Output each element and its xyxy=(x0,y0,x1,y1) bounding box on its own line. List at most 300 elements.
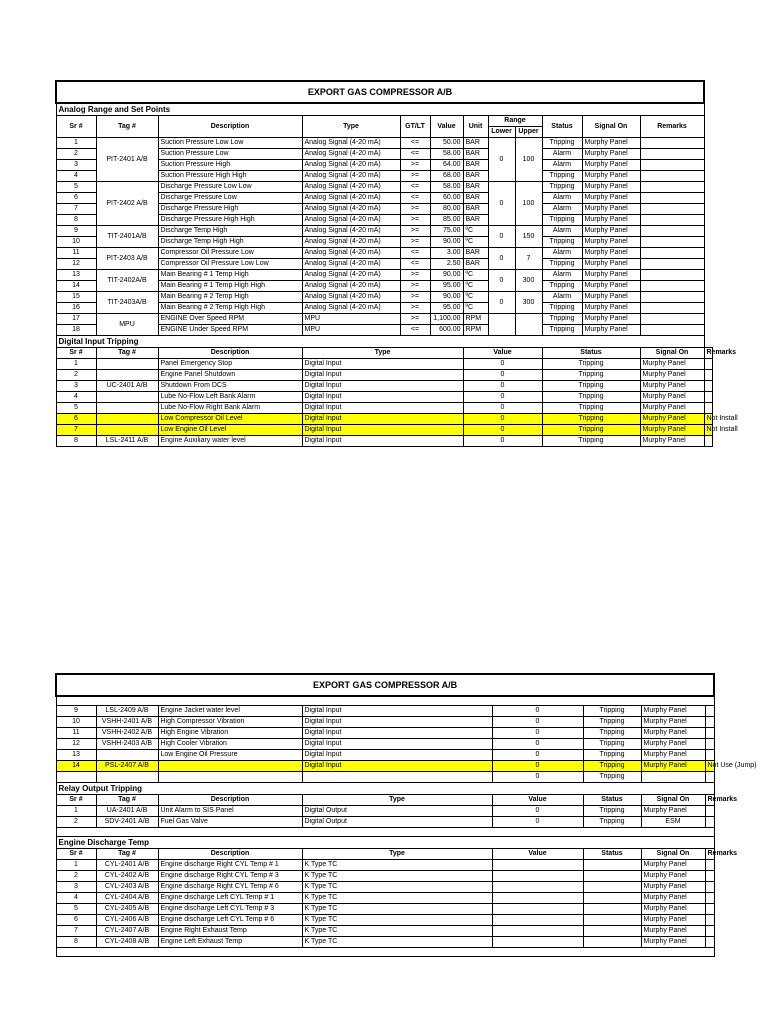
tag-cell: VSHH-2401 A/B xyxy=(96,717,158,728)
value-cell xyxy=(492,860,583,871)
description-cell xyxy=(158,772,302,783)
status-cell: Tripping xyxy=(583,761,641,772)
range-upper-cell xyxy=(515,314,542,336)
description-cell: Low Engine Oil Pressure xyxy=(158,750,302,761)
value-cell: 58.00 xyxy=(430,149,463,160)
sr-cell: 17 xyxy=(56,314,96,325)
sr-cell: 2 xyxy=(56,817,96,828)
signal-cell: Murphy Panel xyxy=(582,248,640,259)
remarks-cell xyxy=(640,138,704,149)
description-cell: Discharge Pressure High xyxy=(158,204,302,215)
tag-cell xyxy=(96,359,158,370)
status-cell xyxy=(583,871,641,882)
spacer-row xyxy=(56,696,714,706)
gtlt-cell: <= xyxy=(400,182,430,193)
value-cell: 1,100.00 xyxy=(430,314,463,325)
col-signal-on: Signal On xyxy=(582,116,640,138)
remarks-cell xyxy=(704,392,713,403)
value-cell: 58.00 xyxy=(430,182,463,193)
range-lower-cell: 0 xyxy=(488,226,515,248)
remarks-cell xyxy=(705,717,714,728)
table-row xyxy=(56,728,714,739)
description-cell: Engine discharge Right CYL Temp # 6 xyxy=(158,882,302,893)
value-cell xyxy=(492,871,583,882)
signal-cell: Murphy Panel xyxy=(582,226,640,237)
sr-cell: 15 xyxy=(56,292,96,303)
status-cell: Tripping xyxy=(542,259,582,270)
range-lower-cell: 0 xyxy=(488,182,515,226)
description-cell: Engine discharge Right CYL Temp # 1 xyxy=(158,860,302,871)
status-cell: Alarm xyxy=(542,204,582,215)
signal-cell: Murphy Panel xyxy=(640,414,704,425)
signal-cell: Murphy Panel xyxy=(641,806,705,817)
type-cell: K Type TC xyxy=(302,871,492,882)
description-cell: Fuel Gas Valve xyxy=(158,817,302,828)
table-row xyxy=(56,392,713,403)
description-cell: Main Bearing # 2 Temp High xyxy=(158,292,302,303)
type-cell: Digital Output xyxy=(302,806,492,817)
remarks-cell xyxy=(705,882,714,893)
sr-cell: 3 xyxy=(56,160,96,171)
tag-cell: VSHH-2402 A/B xyxy=(96,728,158,739)
range-upper-cell: 300 xyxy=(515,292,542,314)
value-cell: 95.00 xyxy=(430,281,463,292)
value-cell: 64.00 xyxy=(430,160,463,171)
tag-cell: UA-2401 A/B xyxy=(96,806,158,817)
description-cell: Discharge Pressure High High xyxy=(158,215,302,226)
description-cell: Unit Alarm to SIS Panel xyxy=(158,806,302,817)
status-cell: Tripping xyxy=(583,717,641,728)
tag-cell: CYL-2402 A/B xyxy=(96,871,158,882)
remarks-cell xyxy=(704,436,713,447)
remarks-cell xyxy=(705,893,714,904)
col-remarks: Remarks xyxy=(640,116,704,138)
tag-cell xyxy=(96,425,158,436)
tag-cell: TIT-2401A/B xyxy=(96,226,158,248)
col-signal-on: Signal On xyxy=(640,348,704,359)
col-status: Status xyxy=(583,849,641,860)
value-cell: 3.00 xyxy=(430,248,463,259)
table-row xyxy=(56,860,714,871)
tag-cell xyxy=(96,403,158,414)
type-cell: Analog Signal (4-20 mA) xyxy=(302,138,400,149)
tag-cell xyxy=(96,750,158,761)
tag-cell: LSL-2411 A/B xyxy=(96,436,158,447)
description-cell: Low Engine Oil Level xyxy=(158,425,302,436)
col-value: Value xyxy=(492,849,583,860)
sr-cell: 5 xyxy=(56,403,96,414)
remarks-cell xyxy=(640,314,704,325)
value-cell xyxy=(492,882,583,893)
unit-cell: ºC xyxy=(463,303,488,314)
tag-cell: CYL-2407 A/B xyxy=(96,926,158,937)
tag-cell: PSL-2407 A/B xyxy=(96,761,158,772)
unit-cell: ºC xyxy=(463,226,488,237)
unit-cell: BAR xyxy=(463,171,488,182)
table-row xyxy=(56,893,714,904)
description-cell: Suction Pressure Low xyxy=(158,149,302,160)
sr-cell: 14 xyxy=(56,761,96,772)
tag-cell: TIT-2403A/B xyxy=(96,292,158,314)
type-cell: Digital Input xyxy=(302,381,463,392)
type-cell: Analog Signal (4-20 mA) xyxy=(302,248,400,259)
remarks-cell xyxy=(705,915,714,926)
value-cell: 80.00 xyxy=(430,204,463,215)
status-cell xyxy=(583,915,641,926)
description-cell: Suction Pressure Low Low xyxy=(158,138,302,149)
signal-cell: Murphy Panel xyxy=(582,270,640,281)
type-cell: MPU xyxy=(302,314,400,325)
status-cell: Tripping xyxy=(542,138,582,149)
description-cell: Engine discharge Left CYL Temp # 6 xyxy=(158,915,302,926)
status-cell: Tripping xyxy=(583,772,641,783)
signal-cell xyxy=(641,772,705,783)
signal-cell: ESM xyxy=(641,817,705,828)
type-cell: Digital Input xyxy=(302,750,492,761)
description-cell: Low Compressor Oil Level xyxy=(158,414,302,425)
type-cell: K Type TC xyxy=(302,882,492,893)
sr-cell: 4 xyxy=(56,893,96,904)
description-cell: Compressor Oil Pressure Low Low xyxy=(158,259,302,270)
section-title: Engine Discharge Temp xyxy=(56,837,714,849)
col-tag: Tag # xyxy=(96,116,158,138)
type-cell: Digital Input xyxy=(302,717,492,728)
status-cell: Tripping xyxy=(542,171,582,182)
status-cell: Tripping xyxy=(542,303,582,314)
unit-cell: BAR xyxy=(463,248,488,259)
remarks-cell xyxy=(704,403,713,414)
gtlt-cell: <= xyxy=(400,325,430,336)
col-type: Type xyxy=(302,348,463,359)
col-description: Description xyxy=(158,795,302,806)
signal-cell: Murphy Panel xyxy=(582,259,640,270)
type-cell: Digital Input xyxy=(302,739,492,750)
signal-cell: Murphy Panel xyxy=(641,937,705,948)
sr-cell: 11 xyxy=(56,248,96,259)
col-unit: Unit xyxy=(463,116,488,138)
spacer-cell xyxy=(56,828,714,837)
type-cell: Digital Output xyxy=(302,817,492,828)
value-cell: 90.00 xyxy=(430,270,463,281)
value-cell xyxy=(492,937,583,948)
sr-cell: 13 xyxy=(56,270,96,281)
status-cell: Alarm xyxy=(542,270,582,281)
col-tag: Tag # xyxy=(96,795,158,806)
col-remarks: Remarks xyxy=(705,849,714,860)
signal-cell: Murphy Panel xyxy=(582,303,640,314)
table-row xyxy=(56,381,713,392)
sr-cell: 8 xyxy=(56,215,96,226)
sr-cell: 16 xyxy=(56,303,96,314)
value-cell: 0 xyxy=(492,772,583,783)
status-cell: Tripping xyxy=(583,750,641,761)
description-cell: Shutdown From DCS xyxy=(158,381,302,392)
section-title: Relay Output Tripping xyxy=(56,783,714,795)
gtlt-cell: <= xyxy=(400,259,430,270)
description-cell: Discharge Pressure Low Low xyxy=(158,182,302,193)
status-cell xyxy=(583,860,641,871)
value-cell: 0 xyxy=(463,414,542,425)
col-signal-on: Signal On xyxy=(641,795,705,806)
signal-cell: Murphy Panel xyxy=(641,717,705,728)
tag-cell: VSHH-2403 A/B xyxy=(96,739,158,750)
remarks-cell xyxy=(640,215,704,226)
gtlt-cell: >= xyxy=(400,226,430,237)
sr-cell: 2 xyxy=(56,871,96,882)
value-cell: 0 xyxy=(492,739,583,750)
signal-cell: Murphy Panel xyxy=(640,359,704,370)
remarks-cell xyxy=(705,706,714,717)
tag-cell: UC-2401 A/B xyxy=(96,381,158,392)
unit-cell: BAR xyxy=(463,204,488,215)
tag-cell: LSL-2409 A/B xyxy=(96,706,158,717)
gtlt-cell: >= xyxy=(400,270,430,281)
col-description: Description xyxy=(158,849,302,860)
type-cell: Analog Signal (4-20 mA) xyxy=(302,160,400,171)
sr-cell: 5 xyxy=(56,182,96,193)
sr-cell: 3 xyxy=(56,882,96,893)
sr-cell: 9 xyxy=(56,226,96,237)
type-cell: Analog Signal (4-20 mA) xyxy=(302,204,400,215)
col-value: Value xyxy=(463,348,542,359)
value-cell: 0 xyxy=(492,750,583,761)
status-cell: Tripping xyxy=(583,817,641,828)
tag-cell xyxy=(96,414,158,425)
remarks-cell xyxy=(640,259,704,270)
table-row xyxy=(56,926,714,937)
status-cell: Tripping xyxy=(542,392,640,403)
status-cell: Tripping xyxy=(542,281,582,292)
signal-cell: Murphy Panel xyxy=(641,871,705,882)
description-cell: Discharge Temp High xyxy=(158,226,302,237)
description-cell: Engine discharge Left CYL Temp # 1 xyxy=(158,893,302,904)
value-cell xyxy=(492,893,583,904)
sr-cell: 1 xyxy=(56,806,96,817)
type-cell: Analog Signal (4-20 mA) xyxy=(302,193,400,204)
sr-cell: 10 xyxy=(56,237,96,248)
unit-cell: BAR xyxy=(463,160,488,171)
table-row xyxy=(56,414,713,425)
unit-cell: BAR xyxy=(463,149,488,160)
tag-cell: CYL-2403 A/B xyxy=(96,882,158,893)
signal-cell: Murphy Panel xyxy=(641,728,705,739)
analog-row xyxy=(56,248,713,259)
description-cell: Lube No-Flow Right Bank Alarm xyxy=(158,403,302,414)
status-cell: Tripping xyxy=(542,370,640,381)
value-cell: 600.00 xyxy=(430,325,463,336)
col-description: Description xyxy=(158,348,302,359)
status-cell: Tripping xyxy=(542,314,582,325)
remarks-cell xyxy=(704,381,713,392)
col-signal-on: Signal On xyxy=(641,849,705,860)
table-row xyxy=(56,750,714,761)
col-tag: Tag # xyxy=(96,348,158,359)
status-cell xyxy=(583,893,641,904)
signal-cell: Murphy Panel xyxy=(641,739,705,750)
description-cell: Engine discharge Left CYL Temp # 3 xyxy=(158,904,302,915)
col-description: Description xyxy=(158,116,302,138)
description-cell: Engine Right Exhaust Temp xyxy=(158,926,302,937)
status-cell: Alarm xyxy=(542,292,582,303)
col-sr: Sr # xyxy=(56,795,96,806)
value-cell: 0 xyxy=(463,359,542,370)
signal-cell: Murphy Panel xyxy=(640,436,704,447)
value-cell: 90.00 xyxy=(430,237,463,248)
value-cell: 0 xyxy=(463,392,542,403)
sr-cell: 6 xyxy=(56,414,96,425)
range-lower-cell: 0 xyxy=(488,248,515,270)
tag-cell xyxy=(96,392,158,403)
spacer-row xyxy=(56,828,714,837)
header-row xyxy=(56,849,714,860)
col-gtlt: GT/LT xyxy=(400,116,430,138)
sr-cell: 2 xyxy=(56,149,96,160)
description-cell: Engine discharge Right CYL Temp # 3 xyxy=(158,871,302,882)
unit-cell: RPM xyxy=(463,314,488,325)
gtlt-cell: >= xyxy=(400,314,430,325)
value-cell: 0 xyxy=(463,425,542,436)
unit-cell: BAR xyxy=(463,215,488,226)
table-row xyxy=(56,359,713,370)
gtlt-cell: <= xyxy=(400,149,430,160)
sr-cell: 13 xyxy=(56,750,96,761)
tag-cell: PIT-2403 A/B xyxy=(96,248,158,270)
table-row xyxy=(56,403,713,414)
tag-cell: TIT-2402A/B xyxy=(96,270,158,292)
gtlt-cell: >= xyxy=(400,171,430,182)
remarks-cell xyxy=(705,871,714,882)
status-cell: Tripping xyxy=(542,414,640,425)
signal-cell: Murphy Panel xyxy=(640,370,704,381)
sr-cell: 1 xyxy=(56,860,96,871)
type-cell: Digital Input xyxy=(302,392,463,403)
range-lower-cell: 0 xyxy=(488,138,515,182)
gtlt-cell: <= xyxy=(400,138,430,149)
range-upper-cell: 7 xyxy=(515,248,542,270)
signal-cell: Murphy Panel xyxy=(582,204,640,215)
description-cell: ENGINE Under Speed RPM xyxy=(158,325,302,336)
unit-cell: BAR xyxy=(463,182,488,193)
col-sr: Sr # xyxy=(56,116,96,138)
gtlt-cell: >= xyxy=(400,303,430,314)
type-cell: Digital Input xyxy=(302,359,463,370)
sr-cell: 3 xyxy=(56,381,96,392)
tag-cell xyxy=(96,370,158,381)
remarks-cell xyxy=(640,303,704,314)
signal-cell: Murphy Panel xyxy=(582,325,640,336)
value-cell: 60.00 xyxy=(430,193,463,204)
col-remarks: Remarks xyxy=(705,795,714,806)
remarks-cell: Not Install xyxy=(704,414,713,425)
description-cell: Suction Pressure High High xyxy=(158,171,302,182)
type-cell: Analog Signal (4-20 mA) xyxy=(302,292,400,303)
signal-cell: Murphy Panel xyxy=(582,138,640,149)
section-row xyxy=(56,783,714,795)
table-row xyxy=(56,871,714,882)
value-cell: 0 xyxy=(463,370,542,381)
signal-cell: Murphy Panel xyxy=(641,893,705,904)
signal-cell: Murphy Panel xyxy=(582,193,640,204)
remarks-cell xyxy=(640,226,704,237)
col-status: Status xyxy=(542,348,640,359)
sr-cell: 6 xyxy=(56,915,96,926)
unit-cell: BAR xyxy=(463,138,488,149)
section-row xyxy=(56,336,713,348)
analog-row xyxy=(56,270,713,281)
value-cell: 95.00 xyxy=(430,303,463,314)
remarks-cell xyxy=(640,237,704,248)
range-lower-cell xyxy=(488,314,515,336)
tag-cell: SDV-2401 A/B xyxy=(96,817,158,828)
unit-cell: BAR xyxy=(463,193,488,204)
status-cell: Tripping xyxy=(542,215,582,226)
type-cell: K Type TC xyxy=(302,904,492,915)
section-title: Digital Input Tripping xyxy=(56,336,704,348)
value-cell: 0 xyxy=(492,817,583,828)
gtlt-cell: >= xyxy=(400,281,430,292)
status-cell xyxy=(583,937,641,948)
status-cell: Alarm xyxy=(542,160,582,171)
type-cell xyxy=(302,772,492,783)
type-cell: Digital Input xyxy=(302,728,492,739)
value-cell: 0 xyxy=(463,403,542,414)
col-value: Value xyxy=(492,795,583,806)
gtlt-cell: >= xyxy=(400,237,430,248)
status-cell: Tripping xyxy=(542,325,582,336)
col-range-lower: Lower xyxy=(488,127,515,138)
table-row xyxy=(56,706,714,717)
description-cell: Lube No-Flow Left Bank Alarm xyxy=(158,392,302,403)
signal-cell: Murphy Panel xyxy=(582,314,640,325)
remarks-cell xyxy=(705,937,714,948)
remarks-cell xyxy=(705,739,714,750)
value-cell: 90.00 xyxy=(430,292,463,303)
type-cell: Digital Input xyxy=(302,403,463,414)
range-upper-cell: 150 xyxy=(515,226,542,248)
status-cell xyxy=(583,926,641,937)
analog-row xyxy=(56,226,713,237)
spacer-cell xyxy=(56,948,714,957)
sr-cell: 12 xyxy=(56,739,96,750)
col-tag: Tag # xyxy=(96,849,158,860)
status-cell: Tripping xyxy=(583,739,641,750)
table-row xyxy=(56,817,714,828)
col-type: Type xyxy=(302,116,400,138)
signal-cell: Murphy Panel xyxy=(640,381,704,392)
unit-cell: ºC xyxy=(463,237,488,248)
value-cell: 68.00 xyxy=(430,171,463,182)
description-cell xyxy=(158,761,302,772)
status-cell: Alarm xyxy=(542,226,582,237)
signal-cell: Murphy Panel xyxy=(640,403,704,414)
sheet-page-2 xyxy=(55,673,757,957)
status-cell: Tripping xyxy=(583,728,641,739)
table-row xyxy=(56,806,714,817)
signal-cell: Murphy Panel xyxy=(640,425,704,436)
signal-cell: Murphy Panel xyxy=(582,171,640,182)
col-range-upper: Upper xyxy=(515,127,542,138)
sr-cell: 8 xyxy=(56,937,96,948)
type-cell: Digital Input xyxy=(302,761,492,772)
type-cell: Digital Input xyxy=(302,414,463,425)
sr-cell: 18 xyxy=(56,325,96,336)
value-cell: 75.00 xyxy=(430,226,463,237)
sr-cell xyxy=(56,772,96,783)
value-cell: 50.00 xyxy=(430,138,463,149)
description-cell: Compressor Oil Pressure Low xyxy=(158,248,302,259)
col-status: Status xyxy=(542,116,582,138)
range-lower-cell: 0 xyxy=(488,292,515,314)
